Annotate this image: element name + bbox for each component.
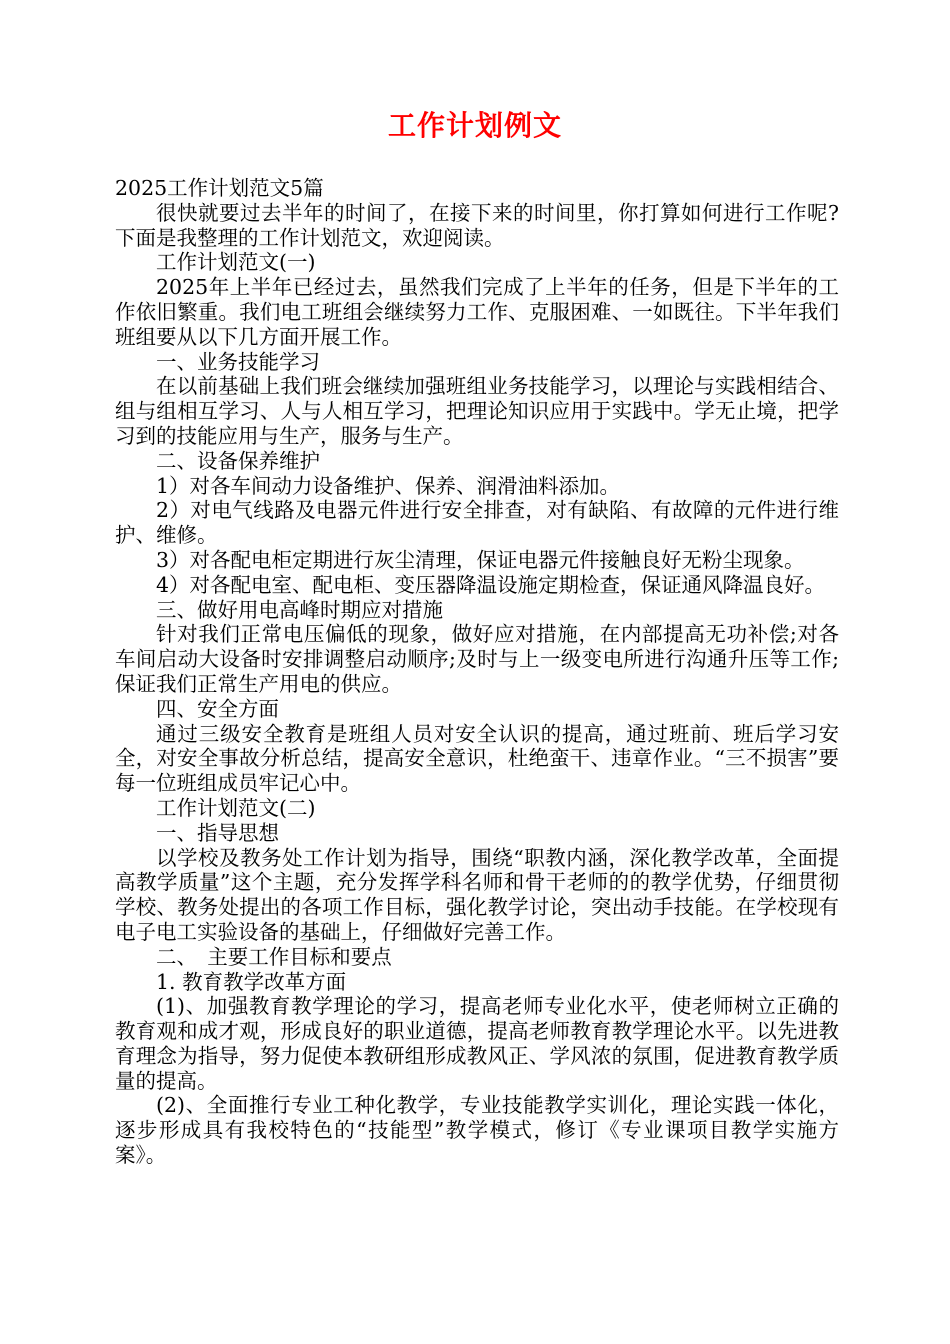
- paragraph: (2)、全面推行专业工种化教学，专业技能教学实训化，理论实践一体化，逐步形成具有我校特色的“技能型”教学模式，修订《专业课项目教学实施方案》。: [115, 1093, 839, 1168]
- paragraph: 3）对各配电柜定期进行灰尘清理，保证电器元件接触良好无粉尘现象。: [156, 547, 805, 572]
- paragraph: 1. 教育教学改革方面: [156, 969, 347, 994]
- document-title: 工作计划例文: [387, 109, 562, 142]
- paragraph: 2）对电气线路及电器元件进行安全排查，对有缺陷、有故障的元件进行维护、维修。: [115, 498, 839, 548]
- paragraph: (1)、加强教育教学理论的学习，提高老师专业化水平，使老师树立正确的教育观和成才观，形成良好的职业道德，提高老师教育教学理论水平。以先进教育理念为指导，努力促使本教研组形成教风正、学风浓的氛围，促进教育教学质量的提高。: [115, 994, 839, 1093]
- paragraph: 通过三级安全教育是班组人员对安全认识的提高，通过班前、班后学习安全，对安全事故分析总结，提高安全意识，杜绝蛮干、违章作业。“三不损害”要每一位班组成员牢记心中。: [115, 721, 839, 796]
- paragraph: 二、设备保养维护: [156, 448, 320, 473]
- paragraph: 4）对各配电室、配电柜、变压器降温设施定期检查，保证通风降温良好。: [156, 572, 826, 597]
- paragraph: 很快就要过去半年的时间了，在接下来的时间里，你打算如何进行工作呢?下面是我整理的工作计划范文，欢迎阅读。: [115, 200, 839, 250]
- paragraph: 1）对各车间动力设备维护、保养、润滑油料添加。: [156, 473, 621, 498]
- paragraph: 工作计划范文(二): [156, 795, 316, 820]
- paragraph: 三、做好用电高峰时期应对措施: [156, 597, 443, 622]
- paragraph: 在以前基础上我们班会继续加强班组业务技能学习，以理论与实践相结合、组与组相互学习、人与人相互学习，把理论知识应用于实践中。学无止境，把学习到的技能应用与生产，服务与生产。: [115, 374, 839, 448]
- paragraph: 一、业务技能学习: [156, 349, 320, 374]
- paragraph: 2025工作计划范文5篇: [115, 176, 324, 200]
- paragraph: 2025年上半年已经过去，虽然我们完成了上半年的任务，但是下半年的工作依旧繁重。我们电工班组会继续努力工作、克服困难、一如既往。下半年我们班组要从以下几方面开展工作。: [115, 275, 839, 349]
- paragraph: 一、指导思想: [156, 820, 279, 845]
- paragraph: 二、 主要工作目标和要点: [156, 944, 392, 969]
- document-body: [115, 176, 839, 1168]
- paragraph: 以学校及教务处工作计划为指导，围绕“职教内涵，深化教学改革，全面提高教学质量”这个主题，充分发挥学科名师和骨干老师的的教学优势，仔细贯彻学校、教务处提出的各项工作目标，强化教学讨论，突出动手技能。在学校现有电子电工实验设备的基础上，仔细做好完善工作。: [115, 845, 839, 944]
- paragraph: 四、安全方面: [156, 696, 279, 721]
- paragraph: 工作计划范文(一): [156, 250, 316, 275]
- paragraph: 针对我们正常电压偏低的现象，做好应对措施，在内部提高无功补偿;对各车间启动大设备时安排调整启动顺序;及时与上一级变电所进行沟通升压等工作;保证我们正常生产用电的供应。: [115, 622, 839, 696]
